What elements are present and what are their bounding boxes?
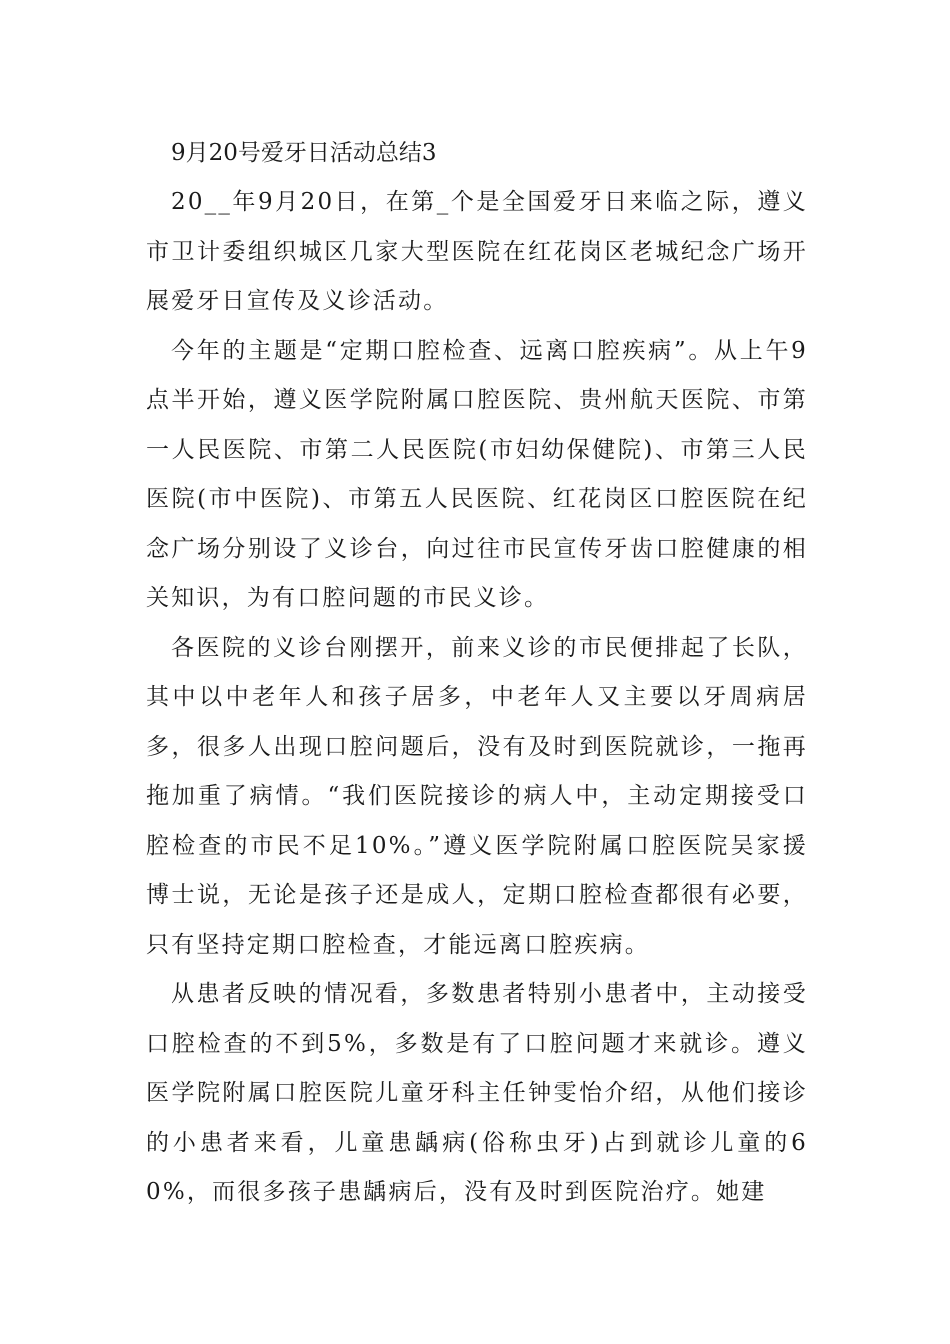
paragraph-4: 从患者反映的情况看，多数患者特别小患者中，主动接受口腔检查的不到5%，多数是有了口腔问题才来就诊。遵义医学院附属口腔医院儿童牙科主任钟雯怡介绍，从他们接诊的小患者来看，儿童患龋病(俗称虫牙)占到就诊儿童的60%，而很多孩子患龋病后，没有及时到医院治疗。她建 [146, 981, 808, 1205]
paragraph-1: 20__年9月20日，在第_个是全国爱牙日来临之际，遵义市卫计委组织城区几家大型医院在红花岗区老城纪念广场开展爱牙日宣传及义诊活动。 [146, 189, 808, 314]
paragraph-2: 今年的主题是“定期口腔检查、远离口腔疾病”。从上午9点半开始，遵义医学院附属口腔医院、贵州航天医院、市第一人民医院、市第二人民医院(市妇幼保健院)、市第三人民医院(市中医院)、市第五人民医院、红花岗区口腔医院在纪念广场分别设了义诊台，向过往市民宣传牙齿口腔健康的相关知识，为有口腔问题的市民义诊。 [146, 337, 808, 611]
document-body [146, 128, 808, 1218]
paragraph-3: 各医院的义诊台刚摆开，前来义诊的市民便排起了长队，其中以中老年人和孩子居多，中老年人又主要以牙周病居多，很多人出现口腔问题后，没有及时到医院就诊，一拖再拖加重了病情。“我们医院接诊的病人中，主动定期接受口腔检查的市民不足10%。”遵义医学院附属口腔医院吴家援博士说，无论是孩子还是成人，定期口腔检查都很有必要，只有坚持定期口腔检查，才能远离口腔疾病。 [146, 634, 808, 958]
document-title: 9月20号爱牙日活动总结3 [171, 140, 437, 166]
